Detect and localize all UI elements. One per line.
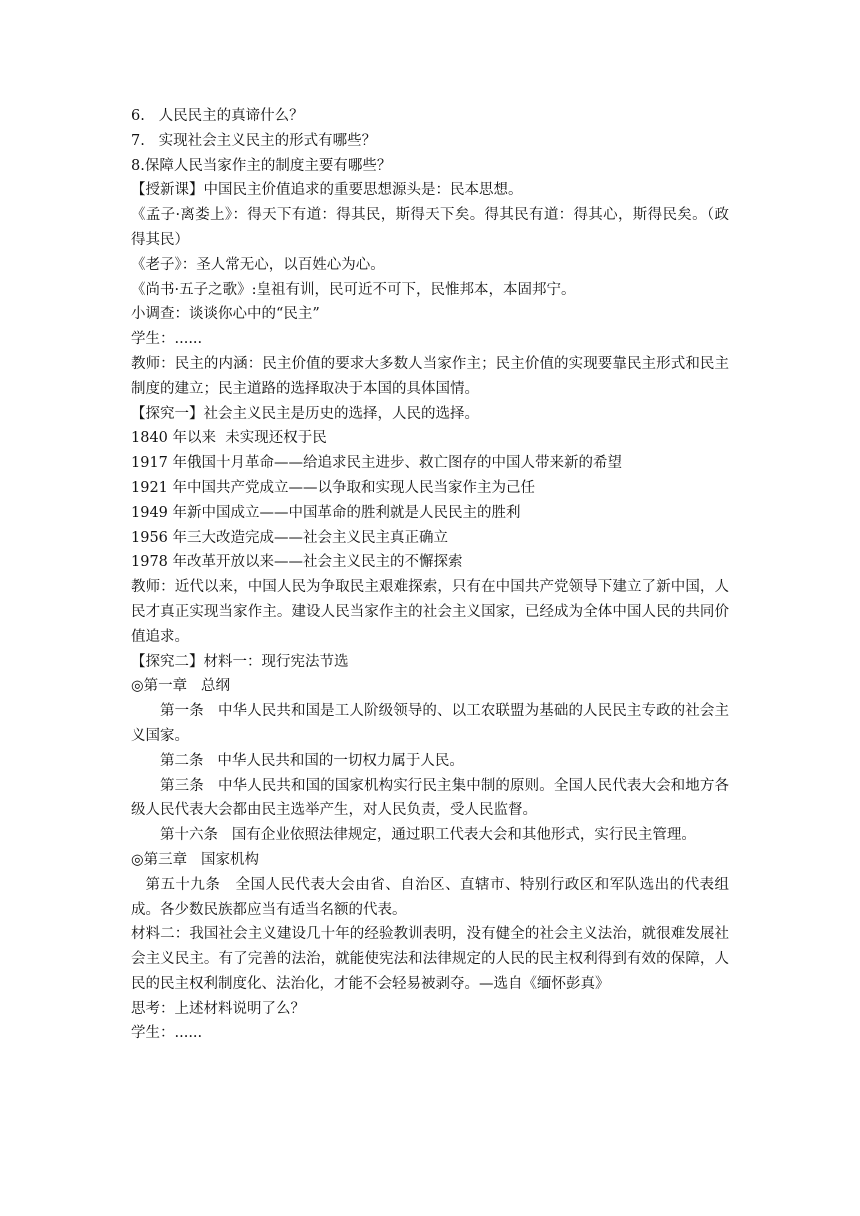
article-1: 第一条 中华人民共和国是工人阶级领导的、以工农联盟为基础的人民民主专政的社会主义国家。 — [131, 703, 729, 744]
document-body — [131, 104, 729, 1046]
timeline-1840: 1840 年以来 未实现还权于民 — [131, 430, 327, 447]
student-response-1: 学生：...... — [131, 331, 203, 348]
survey-prompt: 小调查：谈谈你心中的“民主” — [131, 306, 320, 323]
laozi-quote: 《老子》：圣人常无心，以百姓心为心。 — [131, 256, 385, 273]
mencius-quote: 《孟子·离娄上》：得天下有道：得其民，斯得天下矣。得其民有道：得其心，斯得民矣。（政得其民） — [131, 207, 729, 248]
material-two: 材料二：我国社会主义建设几十年的经验教训表明，没有健全的社会主义法治，就很难发展社会主义民主。有了完善的法治，就能使宪法和法律规定的人民的民主权利得到有效的保障，人民的民主权利制度化、法治化，才能不会轻易被剥夺。—选自《缅怀彭真》 — [131, 926, 729, 992]
shangshu-quote: 《尚书·五子之歌》:皇祖有训，民可近不可下，民惟邦本，本固邦宁。 — [131, 281, 576, 298]
article-2: 第二条 中华人民共和国的一切权力属于人民。 — [160, 752, 464, 769]
timeline-1917: 1917 年俄国十月革命——给追求民主进步、救亡图存的中国人带来新的希望 — [131, 455, 623, 472]
question-8: 8.保障人民当家作主的制度主要有哪些？ — [131, 157, 392, 174]
article-59: 第五十九条 全国人民代表大会由省、自治区、直辖市、特别行政区和军队选出的代表组成。各少数民族都应当有适当名额的代表。 — [131, 876, 729, 918]
think-prompt: 思考：上述材料说明了么？ — [131, 1000, 305, 1017]
timeline-1949: 1949 年新中国成立——中国革命的胜利就是人民民主的胜利 — [131, 504, 521, 521]
timeline-1921: 1921 年中国共产党成立——以争取和实现人民当家作主为己任 — [131, 479, 536, 496]
article-3: 第三条 中华人民共和国的国家机构实行民主集中制的原则。全国人民代表大会和地方各级人民代表大会都由民主选举产生，对人民负责，受人民监督。 — [131, 777, 729, 819]
inquiry-two-heading: 【探究二】材料一：现行宪法节选 — [131, 653, 349, 670]
question-7: 7. 实现社会主义民主的形式有哪些？ — [131, 132, 377, 149]
chapter-one-heading: ◎第一章 总纲 — [131, 678, 230, 695]
inquiry-one-heading: 【探究一】社会主义民主是历史的选择，人民的选择。 — [131, 405, 479, 422]
new-lesson-heading: 【授新课】中国民主价值追求的重要思想源头是：民本思想。 — [131, 182, 523, 199]
teacher-modern-history: 教师：近代以来，中国人民为争取民主艰难探索，只有在中国共产党领导下建立了新中国，人民才真正实现当家作主。建设人民当家作主的社会主义国家，已经成为全体中国人民的共同价值追求。 — [131, 579, 729, 645]
article-16: 第十六条 国有企业依照法律规定，通过职工代表大会和其他形式，实行民主管理。 — [160, 827, 696, 844]
teacher-democracy-meaning: 教师：民主的内涵：民主价值的要求大多数人当家作主；民主价值的实现要靠民主形式和民主制度的建立；民主道路的选择取决于本国的具体国情。 — [131, 355, 729, 397]
timeline-1978: 1978 年改革开放以来——社会主义民主的不懈探索 — [131, 554, 463, 571]
student-response-2: 学生：...... — [131, 1025, 203, 1042]
question-6: 6. 人民民主的真谛什么？ — [131, 108, 304, 124]
timeline-1956: 1956 年三大改造完成——社会主义民主真正确立 — [131, 529, 449, 546]
chapter-three-heading: ◎第三章 国家机构 — [131, 851, 259, 868]
